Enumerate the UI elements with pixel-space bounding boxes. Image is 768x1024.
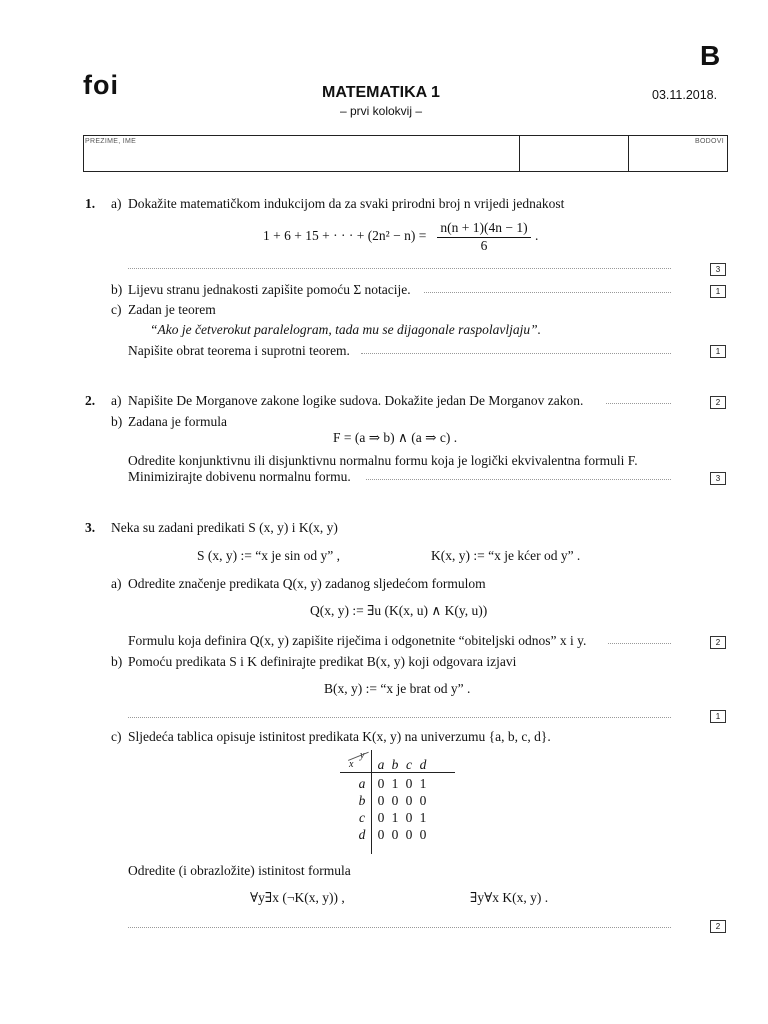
table-cell: 1 [391,810,399,825]
q3a-text: Odredite značenje predikata Q(x, y) zadanog sljedećom formulom [128,576,486,591]
q2a-label: a) [111,393,122,408]
q2b-task-line2: Minimizirajte dobivenu normalnu formu. [128,469,351,484]
q2-number: 2. [85,393,96,408]
q3a-task: Formulu koja definira Q(x, y) zapišite riječima i odgonetnite “obiteljski odnos” x i y. [128,633,587,648]
q3c-answer-line [128,927,671,928]
q2a-text: Napišite De Morganove zakone logike sudova. Dokažite jedan De Morganov zakon. [128,393,584,408]
q1b-text: Lijevu stranu jednakosti zapišite pomoću Σ notacije. [128,282,411,297]
q3b-formula: B(x, y) := “x je brat od y” . [324,681,471,696]
table-cell: 0 [419,827,427,842]
q3b-answer-line [128,717,671,718]
foi-logo: foi [83,70,119,100]
page-subtitle: – prvi kolokvij – [339,104,423,118]
q2b-task-line1: Odredite konjunktivnu ili disjunktivnu normalnu formu koja je logički ekvivalentna formuli F. [128,453,638,468]
table-row-label: d [358,827,366,842]
q3b-label: b) [111,654,123,669]
table-cell: 0 [391,827,399,842]
table-row-label: a [358,776,366,791]
q1b-answer-line [424,292,671,293]
table-row-label: c [359,810,365,825]
q1b-points: 1 [710,285,726,298]
q3c-label: c) [111,729,122,744]
table-cell: 0 [405,776,413,791]
q3a-points: 2 [710,636,726,649]
q3-intro: Neka su zadani predikati S (x, y) i K(x, y) [111,520,338,535]
table-corner-diagonal [348,752,369,761]
q3a-label: a) [111,576,122,591]
q2b-label: b) [111,414,123,429]
table-cell: 0 [391,793,399,808]
table-col-header: c [406,757,412,772]
q2b-answer-line [366,479,671,480]
q3c-formula-1: ∀y∃x (¬K(x, y)) , [250,890,345,905]
table-vertical-rule [371,750,372,854]
q1a-formula-end: . [535,228,539,243]
table-col-header: b [391,757,399,772]
q2b-points: 3 [710,472,726,485]
table-cell: 0 [405,827,413,842]
name-points-box [83,135,728,172]
q1c-text: Zadan je teorem [128,302,216,317]
table-cell: 0 [377,810,385,825]
table-col-header: d [419,757,427,772]
variant-letter: B [700,40,721,71]
table-cell: 0 [377,776,385,791]
name-label: PREZIME, IME [85,138,137,145]
q3c-text: Sljedeća tablica opisuje istinitost predikata K(x, y) na univerzumu {a, b, c, d}. [128,729,551,744]
q3-def-k: K(x, y) := “x je kćer od y” . [431,548,581,563]
q2b-text: Zadana je formula [128,414,227,429]
table-cell: 0 [405,793,413,808]
q3-def-s: S (x, y) := “x je sin od y” , [197,548,340,563]
q1c-quote: “Ako je četverokut paralelogram, tada mu se dijagonale raspolavljaju”. [150,322,541,337]
q1a-text: Dokažite matematičkom indukcijom da za svaki prirodni broj n vrijedi jednakost [128,196,565,211]
name-field[interactable] [84,136,519,171]
points-label: BODOVI [694,138,724,145]
q1c-points: 1 [710,345,726,358]
q1c-label: c) [111,302,122,317]
q3a-formula: Q(x, y) := ∃u (K(x, u) ∧ K(y, u)) [310,603,488,618]
points-field[interactable] [629,136,727,171]
q1a-answer-line [128,268,671,269]
q1a-formula-numerator: n(n + 1)(4n − 1) [440,220,528,235]
table-cell: 1 [419,776,427,791]
q1a-formula-lhs: 1 + 6 + 15 + · · · + (2n² − n) = [263,228,427,243]
table-cell: 0 [405,810,413,825]
q3-number: 3. [85,520,96,535]
q3c-task: Odredite (i obrazložite) istinitost formula [128,863,351,878]
table-cell: 1 [419,810,427,825]
q1c-answer-line [361,353,671,354]
truth-table [340,750,460,854]
q1a-formula-denominator: 6 [480,238,488,253]
q3c-points: 2 [710,920,726,933]
exam-date: 03.11.2018. [652,88,718,102]
table-cell: 1 [391,776,399,791]
q3b-text: Pomoću predikata S i K definirajte predikat B(x, y) koji odgovara izjavi [128,654,517,669]
q1a-points: 3 [710,263,726,276]
q2b-formula: F = (a ⇒ b) ∧ (a ⇒ c) . [333,430,458,445]
table-cell: 0 [377,793,385,808]
q1a-label: a) [111,196,122,211]
table-corner-x: x [349,759,354,770]
q3a-answer-line [608,643,671,644]
q3c-formula-2: ∃y∀x K(x, y) . [470,890,549,905]
table-cell: 0 [377,827,385,842]
page-title: MATEMATIKA 1 [322,84,440,101]
q1c-task: Napišite obrat teorema i suprotni teorem. [128,343,350,358]
table-corner-y: y [360,750,365,761]
q3b-points: 1 [710,710,726,723]
q1b-label: b) [111,282,123,297]
table-row-label: b [358,793,366,808]
table-col-header: a [377,757,385,772]
q2a-answer-line [606,403,671,404]
q1-number: 1. [85,196,96,211]
table-cell: 0 [419,793,427,808]
q2a-points: 2 [710,396,726,409]
